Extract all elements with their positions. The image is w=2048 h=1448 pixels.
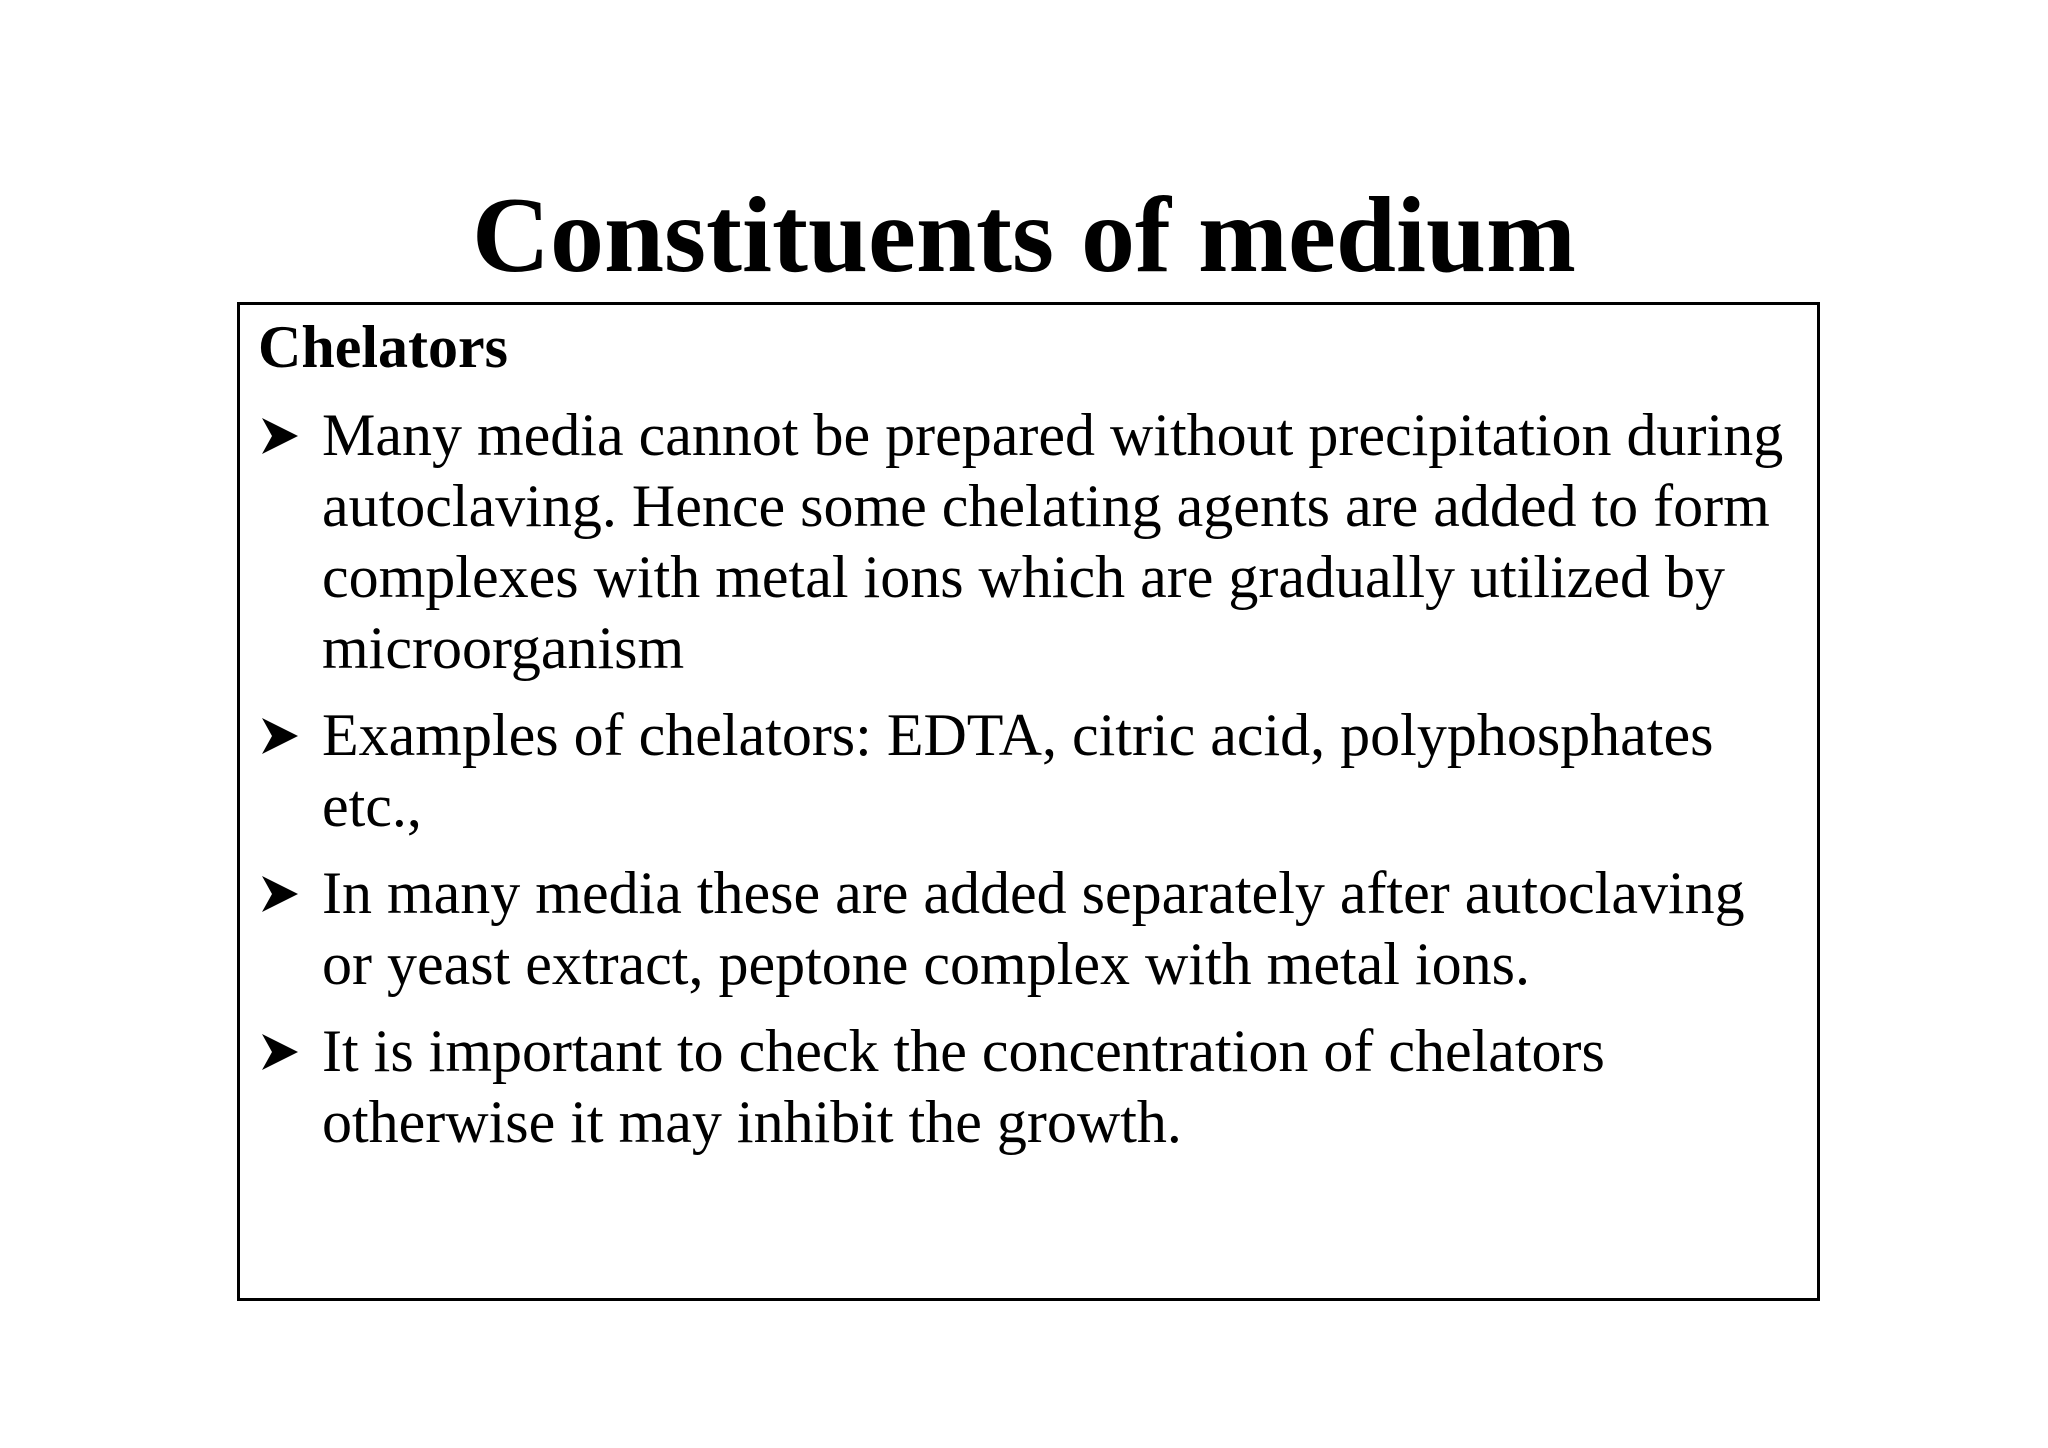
arrowhead-bullet-icon (260, 416, 300, 456)
arrowhead-bullet-icon (260, 874, 300, 914)
arrowhead-bullet-icon (260, 716, 300, 756)
list-item (258, 400, 1788, 684)
section-heading: Chelators (258, 314, 508, 380)
bullet-text: Examples of chelators: EDTA, citric acid, polyphosphates etc., (322, 702, 1714, 839)
list-item (258, 858, 1788, 1000)
list-item (258, 1016, 1788, 1158)
arrowhead-bullet-icon (260, 1032, 300, 1072)
bullet-text: In many media these are added separately after autoclaving or yeast extract, peptone complex with metal ions. (322, 860, 1745, 997)
slide-title: Constituents of medium (471, 176, 1577, 295)
content-box (237, 302, 1820, 1301)
list-item (258, 700, 1788, 842)
bullet-list (258, 400, 1788, 1174)
bullet-text: It is important to check the concentration of chelators otherwise it may inhibit the growth. (322, 1018, 1605, 1155)
bullet-text: Many media cannot be prepared without precipitation during autoclaving. Hence some chelating agents are added to form complexes with metal ions which are gradually utilized by microorganism (322, 402, 1784, 681)
